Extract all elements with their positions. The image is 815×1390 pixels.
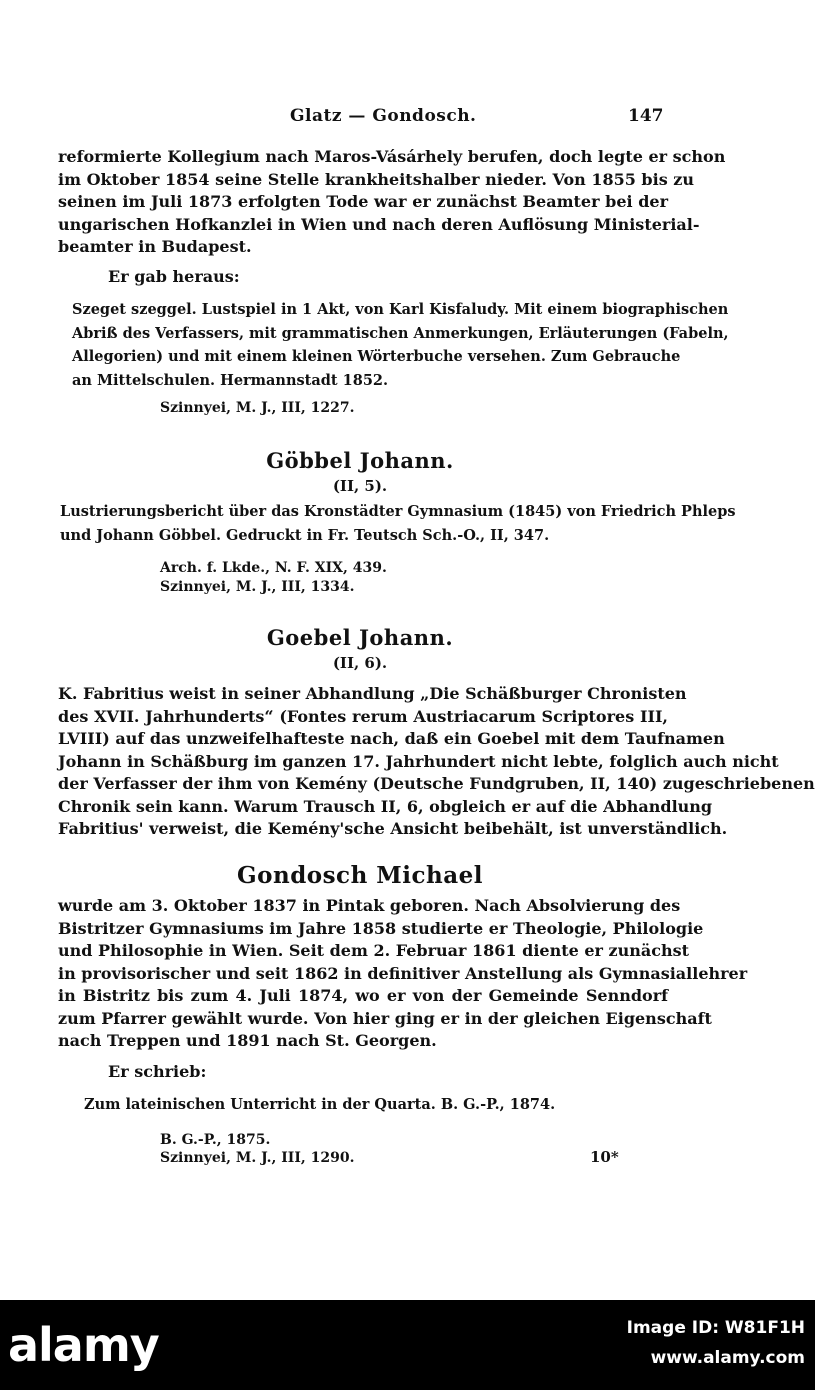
reference-bgp: B. G.-P., 1875. (160, 1132, 271, 1148)
text-line: des XVII. Jahrhunderts“ (Fontes rerum Austriacarum Scriptores III, (58, 706, 668, 726)
text-line: wurde am 3. Oktober 1837 in Pintak geboren. Nach Absolvierung des (58, 896, 681, 915)
image-id-label: Image ID: W81F1H (626, 1318, 805, 1338)
text-line: seinen im Juli 1873 erfolgten Tode war er zunächst Beamter bei der (58, 192, 668, 211)
gave-label: Er gab heraus: (108, 267, 240, 286)
text-line: an Mittelschulen. Hermannstadt 1852. (72, 371, 389, 389)
text-line: reformierte Kollegium nach Maros-Vásárhely berufen, doch legte er schon (58, 147, 726, 166)
reference-archiv: Arch. f. Lkde., N. F. XIX, 439. (160, 560, 387, 576)
text-line: Chronik sein kann. Warum Trausch II, 6, obgleich er auf die Abhandlung (58, 796, 713, 816)
work-entry-gondosch: Zum lateinischen Unterricht in der Quarta. B. G.-P., 1874. (84, 1096, 556, 1113)
text-line: in provisorischer und seit 1862 in definitiver Anstellung als Gymnasiallehrer (58, 963, 748, 983)
signature-mark: 10* (590, 1148, 619, 1166)
page-number: 147 (628, 106, 664, 126)
text-line: nach Treppen und 1891 nach St. Georgen. (58, 1031, 437, 1050)
reference-szinnyei: Szinnyei, M. J., III, 1290. (160, 1150, 355, 1166)
text-line: Fabritius' verweist, die Kemény'sche Ansicht beibehält, ist unverständlich. (58, 819, 728, 838)
text-line: Johann in Schäßburg im ganzen 17. Jahrhundert nicht lebte, folglich auch nicht (58, 751, 779, 771)
intro-work-entry (72, 298, 729, 392)
text-line: LVIII) auf das unzweifelhafteste nach, daß ein Goebel mit dem Taufnamen (58, 729, 725, 748)
entry-heading-gondosch: Gondosch Michael (236, 862, 483, 889)
entry-body-goebel (58, 683, 815, 841)
intro-paragraph (58, 146, 726, 259)
text-line: im Oktober 1854 seine Stelle krankheitshalber nieder. Von 1855 bis zu (58, 169, 694, 189)
text-line: beamter in Budapest. (58, 237, 252, 256)
wrote-label: Er schrieb: (108, 1062, 207, 1081)
entry-body-gondosch (58, 895, 748, 1053)
text-line: der Verfasser der ihm von Kemény (Deutsche Fundgruben, II, 140) zugeschriebenen (58, 774, 815, 793)
text-line: Lustrierungsbericht über das Kronstädter Gymnasium (1845) von Friedrich Phleps (60, 503, 736, 520)
text-line: Abriß des Verfassers, mit grammatischen Anmerkungen, Erläuterungen (Fabeln, (72, 324, 729, 342)
text-line: ungarischen Hofkanzlei in Wien und nach deren Auflösung Ministerial- (58, 214, 700, 234)
entry-heading-goebel: Goebel Johann. (266, 625, 454, 650)
reference-szinnyei: Szinnyei, M. J., III, 1227. (160, 400, 355, 416)
text-line: und Johann Göbbel. Gedruckt in Fr. Teutsch Sch.-O., II, 347. (60, 526, 550, 544)
entry-heading-goebbel: Göbbel Johann. (266, 448, 454, 473)
text-line: Bistritzer Gymnasiums im Jahre 1858 studierte er Theologie, Philologie (58, 918, 704, 938)
volume-ref-goebbel: (II, 5). (332, 477, 388, 495)
volume-ref-goebel: (II, 6). (332, 654, 388, 672)
reference-szinnyei: Szinnyei, M. J., III, 1334. (160, 579, 355, 595)
text-line: in Bistritz bis zum 4. Juli 1874, wo er von der Gemeinde Senndorf (58, 986, 668, 1005)
text-line: K. Fabritius weist in seiner Abhandlung „Die Schäßburger Chronisten (58, 684, 687, 703)
text-line: und Philosophie in Wien. Seit dem 2. Februar 1861 diente er zunächst (58, 941, 690, 960)
text-line: Allegorien) und mit einem kleinen Wörterbuche versehen. Zum Gebrauche (72, 348, 681, 365)
site-url-label: www.alamy.com (650, 1348, 805, 1368)
alamy-logo: alamy (8, 1318, 159, 1372)
running-title: Glatz — Gondosch. (290, 106, 477, 126)
entry-body-goebbel (60, 500, 736, 547)
text-line: zum Pfarrer gewählt wurde. Von hier ging er in der gleichen Eigenschaft (58, 1008, 712, 1028)
text-line: Szeget szeggel. Lustspiel in 1 Akt, von Karl Kisfaludy. Mit einem biographischen (72, 301, 729, 318)
